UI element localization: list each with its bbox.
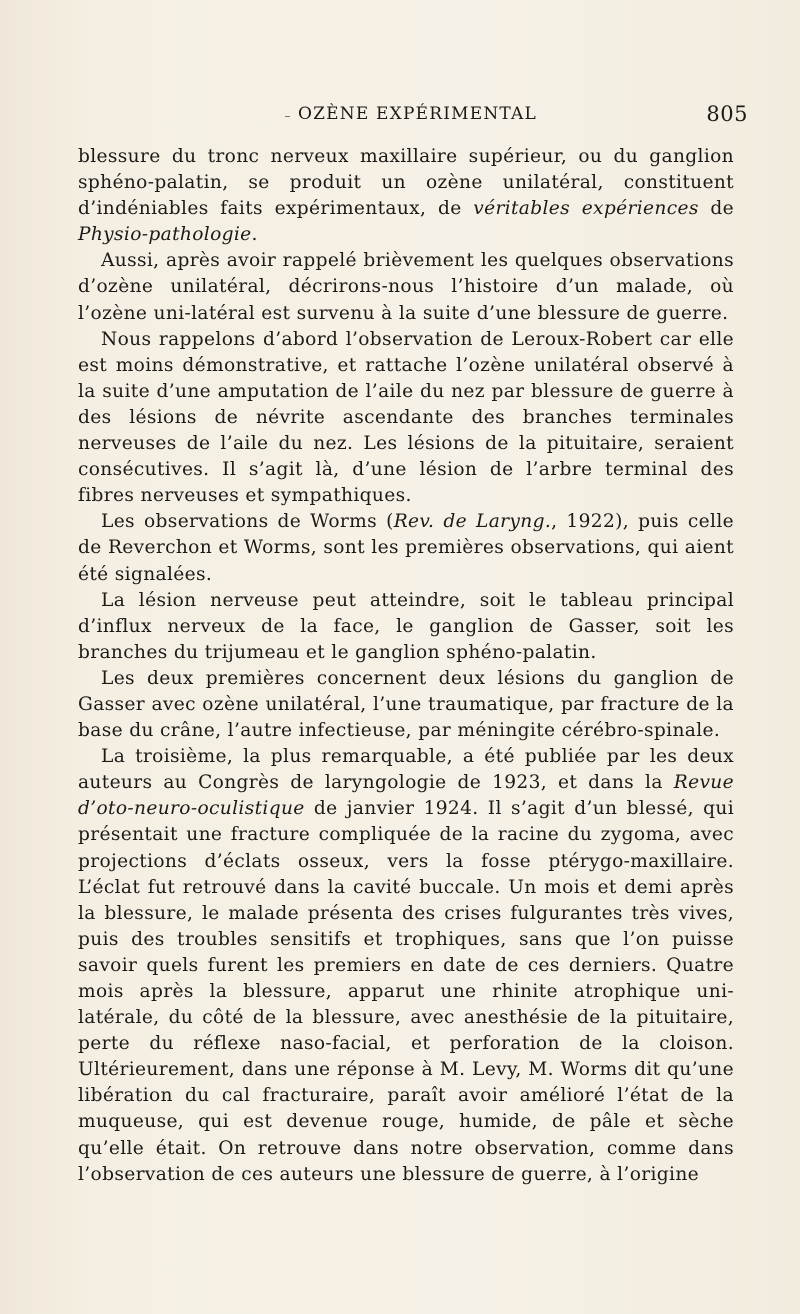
paragraph-6: Les deux premières concernent deux lésions du ganglion de Gasser avec ozène unilatéral, l’une traumatique, par fracture de la base du crâne, l’autre infectieuse, par méningite cérébro-spinale. <box>78 667 734 742</box>
running-title: OZÈNE EXPÉRIMENTAL <box>298 104 537 124</box>
paragraph-7-italic: Revue d’oto-neuro-oculistique <box>78 772 734 820</box>
paragraph-2: Aussi, après avoir rappelé brièvement les quelques observations d’ozène unilatéral, décrirons-nous l’histoire d’un malade, où l’ozène uni-latéral est survenu à la suite d’une blessure de guerre. <box>78 250 734 324</box>
body-text <box>78 144 734 1188</box>
header-rule-mark <box>285 116 290 117</box>
paragraph-4 <box>78 509 734 587</box>
paragraph-1-text-b: de <box>698 198 734 220</box>
page-header <box>0 102 800 132</box>
paragraph-7 <box>78 744 734 1188</box>
paragraph-7-text-a: La troisième, la plus remarquable, a été publiée par les deux auteurs au Congrès de laryngologie de 1923, et dans la <box>78 746 734 794</box>
paragraph-7-text-b: de janvier 1924. Il s’agit d’un blessé, qui présentait une fracture compliquée de la racine du zygoma, avec projections d’éclats osseux, vers la fosse ptérygo-maxillaire. L’éclat fut retrouvé dans la cavité buccale. Un mois et demi après la blessure, le malade présenta des crises fulgurantes très vives, puis des troubles sensitifs et trophiques, sans que l’on puisse savoir quels furent les premiers en date de ces derniers. Quatre mois après la blessure, apparut une rhinite atrophique uni-latérale, du côté de la blessure, avec anesthésie de la pituitaire, perte du réflexe naso-facial, et perforation de la cloison. Ultérieurement, dans une réponse à M. Levy, M. Worms dit qu’une libération du cal fracturaire, paraît avoir amélioré l’état de la muqueuse, qui est devenue rouge, humide, de pâle et sèche qu’elle était. On retrouve dans notre observation, comme dans l’observation de ces auteurs une blessure de guerre, à l’origine <box>78 798 734 1185</box>
paragraph-4-italic: Rev. de Laryng. <box>393 511 552 533</box>
paragraph-3: Nous rappelons d’abord l’observation de Leroux-Robert car elle est moins démonstrative, et rattache l’ozène unilatéral observé à la suite d’une amputation de l’aile du nez par blessure de guerre à des lésions de névrite ascendante des branches terminales nerveuses de l’aile du nez. Les lésions de la pituitaire, seraient consécutives. Il s’agit là, d’une lésion de l’arbre terminal des fibres nerveuses et sympathiques. <box>78 328 734 507</box>
page-number: 805 <box>706 102 748 126</box>
paragraph-1-italic-b: Physio-pathologie <box>78 224 252 246</box>
paragraph-1 <box>78 144 734 248</box>
paragraph-4-text-a: Les observations de Worms ( <box>101 511 394 533</box>
paragraph-4-text-b: , 1922), puis celle de Reverchon et Worms, sont les premières observations, qui aient été signalées. <box>78 511 734 585</box>
paragraph-1-text-a: blessure du tronc nerveux maxillaire supérieur, ou du ganglion sphéno-palatin, se produit un ozène unilatéral, constituent d’indéniables faits expérimentaux, de <box>78 146 734 220</box>
paragraph-5: La lésion nerveuse peut atteindre, soit le tableau principal d’influx nerveux de la face, le ganglion de Gasser, soit les branches du trijumeau et le ganglion sphéno-palatin. <box>78 589 734 663</box>
paragraph-1-italic-a: véritables expériences <box>473 198 699 220</box>
paragraph-1-text-c: . <box>251 224 258 246</box>
